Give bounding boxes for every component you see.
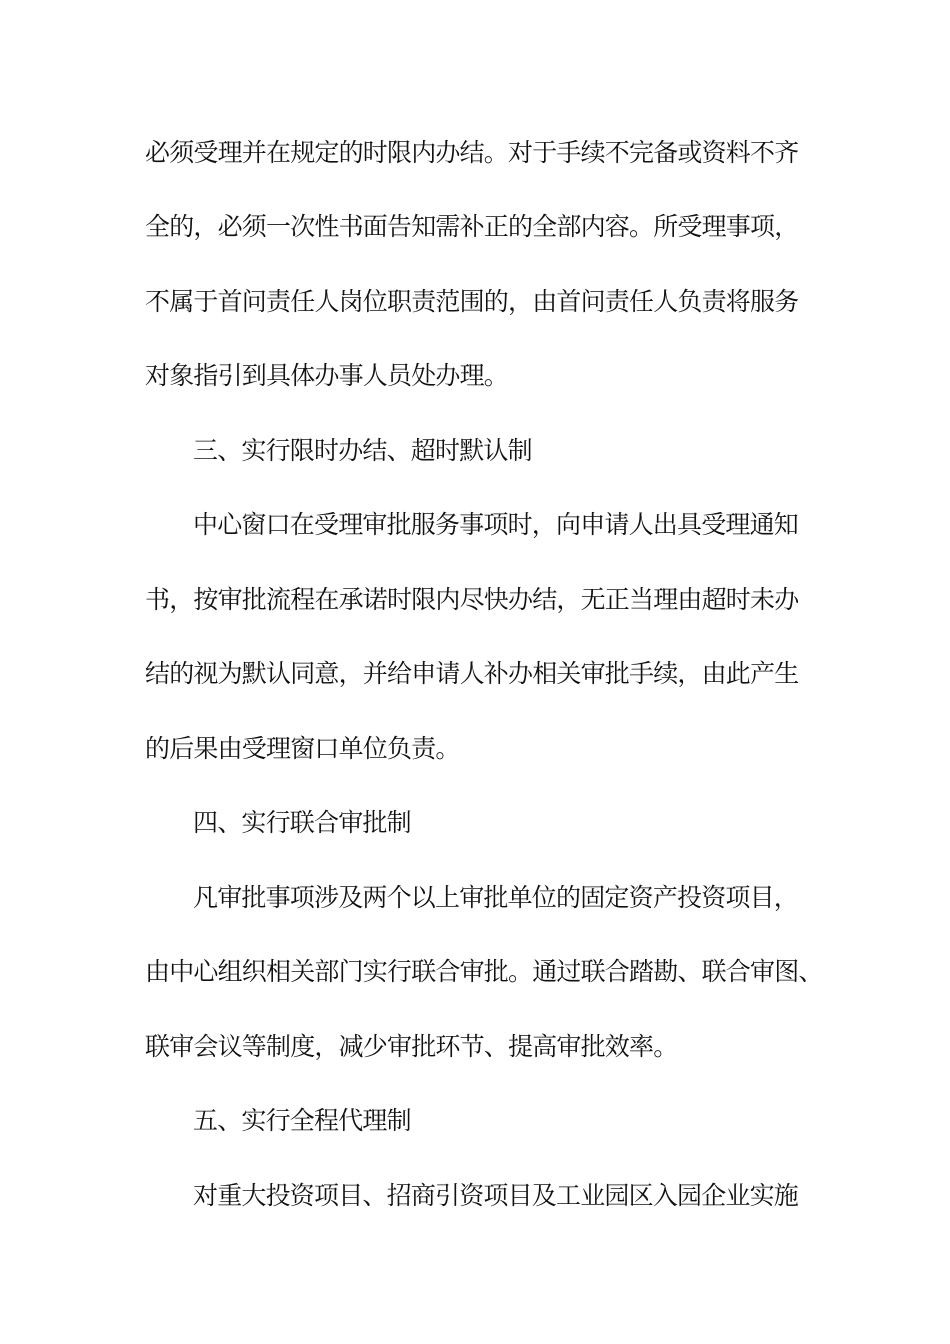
body-text-line: 凡审批事项涉及两个以上审批单位的固定资产投资项目，: [193, 883, 799, 912]
body-text-line: 的后果由受理窗口单位负责。: [145, 734, 460, 763]
body-text-line: 联审会议等制度，减少审批环节、提高审批效率。: [145, 1032, 678, 1061]
section-heading: 四、实行联合审批制: [193, 808, 411, 837]
body-text-line: 全的，必须一次性书面告知需补正的全部内容。所受理事项，: [145, 212, 799, 241]
body-text-line: 不属于首问责任人岗位职责范围的，由首问责任人负责将服务: [145, 287, 799, 316]
body-text-line: 对重大投资项目、招商引资项目及工业园区入园企业实施: [193, 1181, 799, 1210]
body-text-line: 书，按审批流程在承诺时限内尽快办结，无正当理由超时未办: [145, 585, 799, 614]
body-text-line: 由中心组织相关部门实行联合审批。通过联合踏勘、联合审图、: [145, 957, 823, 986]
section-heading: 五、实行全程代理制: [193, 1106, 411, 1135]
body-text-line: 中心窗口在受理审批服务事项时，向申请人出具受理通知: [193, 510, 799, 539]
section-heading: 三、实行限时办结、超时默认制: [193, 436, 532, 465]
body-text-line: 必须受理并在规定的时限内办结。对于手续不完备或资料不齐: [145, 138, 799, 167]
body-text-line: 结的视为默认同意，并给申请人补办相关审批手续，由此产生: [145, 659, 799, 688]
body-text-line: 对象指引到具体办事人员处办理。: [145, 361, 509, 390]
